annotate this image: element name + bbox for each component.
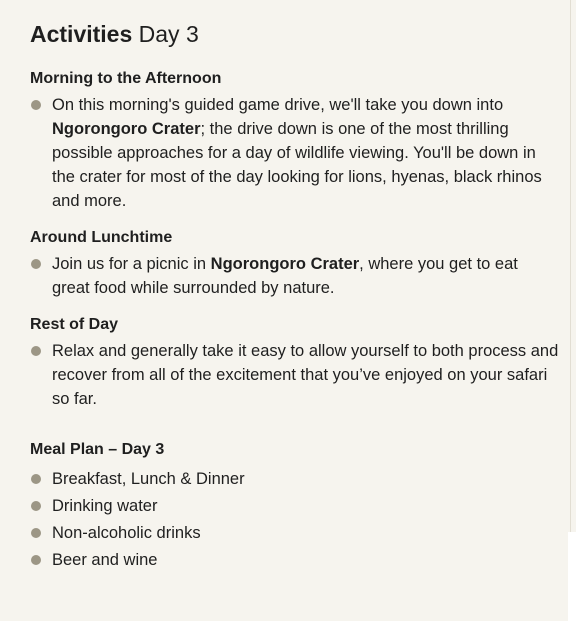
title-rest: Day 3 xyxy=(138,21,199,47)
list-item xyxy=(30,252,560,300)
lunch-bold-1: Ngorongoro Crater xyxy=(210,255,360,273)
section-heading-lunch: Around Lunchtime xyxy=(30,229,173,246)
rest-text: Relax and generally take it easy to allow yourself to both process and recover from all of the excitement that you’ve enjoyed on your safari so far. xyxy=(52,342,559,408)
bullet-icon xyxy=(31,501,41,511)
section-heading-morning: Morning to the Afternoon xyxy=(30,70,222,87)
section-rest xyxy=(30,314,560,411)
morning-list xyxy=(30,93,560,213)
section-heading-rest: Rest of Day xyxy=(30,316,119,333)
bullet-icon xyxy=(31,100,41,110)
bullet-icon xyxy=(31,259,41,269)
bullet-icon xyxy=(31,346,41,356)
list-item xyxy=(30,339,560,411)
lunch-list xyxy=(30,252,560,300)
list-item xyxy=(30,93,560,213)
list-item xyxy=(30,547,560,574)
list-item xyxy=(30,493,560,520)
section-morning xyxy=(30,68,560,213)
list-item xyxy=(30,466,560,493)
meal-item: Drinking water xyxy=(52,497,158,515)
bullet-icon xyxy=(31,555,41,565)
meal-item: Beer and wine xyxy=(52,551,158,569)
page-title xyxy=(30,18,560,50)
meal-list xyxy=(30,466,560,574)
bullet-icon xyxy=(31,474,41,484)
edge-panel xyxy=(568,532,576,621)
section-heading-meal-plan: Meal Plan – Day 3 xyxy=(30,441,165,458)
section-meal-plan xyxy=(30,439,560,574)
meal-item: Non-alcoholic drinks xyxy=(52,524,201,542)
morning-text-2: ; the drive down is one of the most thrilling possible approaches for a day of wildlife viewing. You'll be down in the crater for most of the day looking for lions, hyenas, black rhinos and more. xyxy=(52,120,542,210)
lunch-text-2: , where you get to eat great food while surrounded by nature. xyxy=(52,255,518,297)
bullet-icon xyxy=(31,528,41,538)
lunch-text-1: Join us for a picnic in xyxy=(52,255,211,273)
morning-text-1: On this morning's guided game drive, we'll take you down into xyxy=(52,96,504,114)
rest-list xyxy=(30,339,560,411)
list-item xyxy=(30,520,560,547)
section-lunch xyxy=(30,227,560,300)
morning-bold-1: Ngorongoro Crater xyxy=(52,120,201,138)
itinerary-content xyxy=(30,18,560,588)
title-strong: Activities xyxy=(30,21,133,47)
meal-item: Breakfast, Lunch & Dinner xyxy=(52,470,245,488)
